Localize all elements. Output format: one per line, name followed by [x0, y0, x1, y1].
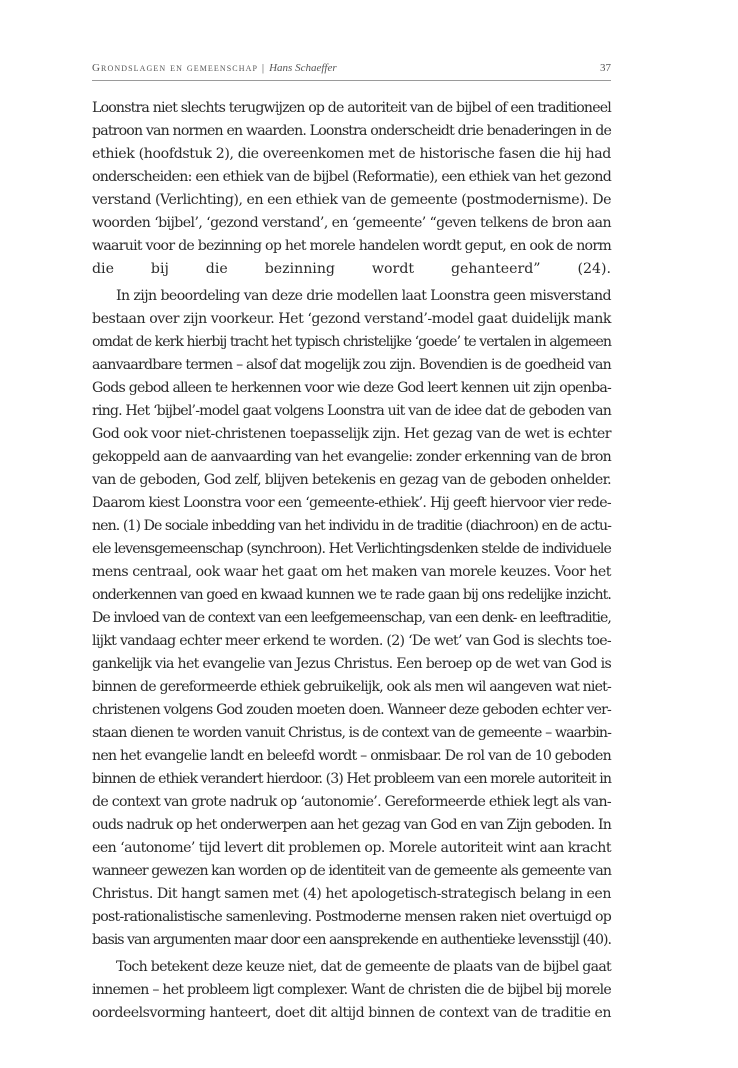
text-line: post-rationalistische samenleving. Postmoderne mensen raken niet overtuigd op [92, 909, 612, 925]
text-line: Loonstra niet slechts terugwijzen op de autoriteit van de bijbel of een traditioneel [92, 100, 611, 116]
text-line: ring. Het ‘bijbel’-model gaat volgens Loonstra uit van de idee dat de geboden van [92, 403, 611, 419]
text-line: van de geboden, God zelf, blijven betekenis en gezag van de geboden onhelder. [92, 472, 611, 488]
text-line: wanneer gewezen kan worden op de identiteit van de gemeente als gemeente van [92, 863, 611, 879]
text-line: binnen de gereformeerde ethiek gebruikelijk, ook als men wil aangeven wat niet- [92, 679, 611, 695]
running-title [92, 62, 337, 74]
text-line: nen het evangelie landt en beleefd wordt – onmisbaar. De rol van de 10 geboden [92, 748, 611, 764]
text-line: onderscheiden: een ethiek van de bijbel (Reformatie), een ethiek van het gezond [92, 169, 611, 185]
text-line: christenen volgens God zouden moeten doen. Wanneer deze geboden echter ver- [92, 702, 611, 718]
text-line: gankelijk via het evangelie van Jezus Christus. Een beroep op de wet van God is [92, 656, 611, 672]
text-line: patroon van normen en waarden. Loonstra onderscheidt drie benaderingen in de [92, 123, 611, 139]
text-line: lijkt vandaag echter meer erkend te worden. (2) ‘De wet’ van God is slechts toe- [92, 633, 611, 649]
text-line: nen. (1) De sociale inbedding van het individu in de traditie (diachroon) en de actu- [92, 518, 611, 534]
text-line: ouds nadruk op het onderwerpen aan het gezag van God en van Zijn geboden. In [92, 817, 611, 833]
text-line: Gods gebod alleen te herkennen voor wie deze God leert kennen uit zijn openba- [92, 380, 611, 396]
paragraph-2 [92, 285, 611, 952]
text-line: een ‘autonome’ tijd levert dit problemen op. Morele autoriteit wint aan kracht [92, 840, 611, 856]
paragraph-1 [92, 97, 611, 281]
book-title: Grondslagen en gemeenschap [92, 62, 259, 74]
text-line: woorden ‘bijbel’, ‘gezond verstand’, en ‘gemeente’ “geven telkens de bron aan [92, 215, 611, 231]
paragraph-3 [92, 956, 611, 1025]
text-line: staan dienen te worden vanuit Christus, is de context van de gemeente – waarbin- [92, 725, 611, 741]
text-line: onderkennen van goed en kwaad kunnen we te rade gaan bij ons redelijke inzicht. [92, 587, 611, 603]
text-line: aanvaardbare termen – alsof dat mogelijk zou zijn. Bovendien is de goedheid van [92, 357, 611, 373]
text-line: ele levensgemeenschap (synchroon). Het Verlichtingsdenken stelde de individuele [92, 541, 611, 557]
text-line: mens centraal, ook waar het gaat om het maken van morele keuzes. Voor het [92, 564, 611, 580]
text-line: verstand (Verlichting), en een ethiek van de gemeente (postmodernisme). De [92, 192, 611, 208]
text-line: Toch betekent deze keuze niet, dat de gemeente de plaats van de bijbel gaat [116, 959, 611, 975]
page-number: 37 [600, 62, 611, 74]
text-line: oordeelsvorming hanteert, doet dit altijd binnen de context van de traditie en [92, 1005, 611, 1021]
text-line: de context van grote nadruk op ‘autonomie’. Gereformeerde ethiek legt als van- [92, 794, 612, 810]
text-line: binnen de ethiek verandert hierdoor. (3) Het probleem van een morele autoriteit in [92, 771, 611, 787]
text-line: Christus. Dit hangt samen met (4) het apologetisch-strategisch belang in een [92, 886, 611, 902]
text-line: basis van argumenten maar door een aansprekende en authentieke levensstijl (40). [92, 932, 611, 948]
text-line: waaruit voor de bezinning op het morele handelen wordt geput, en ook de norm [92, 238, 611, 254]
text-line: In zijn beoordeling van deze drie modellen laat Loonstra geen misverstand [116, 288, 611, 304]
text-line: Daarom kiest Loonstra voor een ‘gemeente-ethiek’. Hij geeft hiervoor vier rede- [92, 495, 611, 511]
header-separator: | [261, 62, 266, 74]
text-line: bestaan over zijn voorkeur. Het ‘gezond verstand’-model gaat duidelijk mank [92, 311, 611, 327]
text-line: De invloed van de context van een leefgemeenschap, van een denk- en leeftraditie, [92, 610, 611, 626]
author-name: Hans Schaeffer [269, 62, 337, 74]
text-line: God ook voor niet-christenen toepasselijk zijn. Het gezag van de wet is echter [92, 426, 611, 442]
text-line: innemen – het probleem ligt complexer. Want de christen die de bijbel bij morele [92, 982, 611, 998]
running-header [92, 62, 611, 78]
header-rule [92, 80, 611, 81]
text-line: gekoppeld aan de aanvaarding van het evangelie: zonder erkenning van de bron [92, 449, 611, 465]
text-line: omdat de kerk hierbij tracht het typisch christelijke ‘goede’ te vertalen in algemeen [92, 334, 611, 350]
text-line: ethiek (hoofdstuk 2), die overeenkomen met de historische fasen die hij had [92, 146, 612, 162]
page-body [92, 97, 611, 1025]
text-line: die bij die bezinning wordt gehanteerd” (24). [92, 261, 611, 277]
